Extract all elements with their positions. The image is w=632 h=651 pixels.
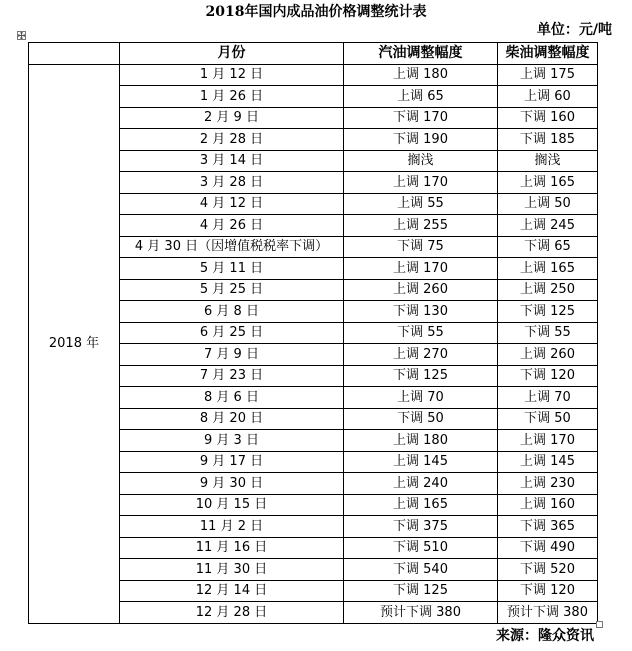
gasoline-cell: 上调 170: [344, 172, 498, 194]
gasoline-cell: 下调 125: [344, 580, 498, 602]
diesel-cell: 上调 250: [498, 279, 598, 301]
date-cell: 12 月 28 日: [120, 602, 344, 624]
date-cell: 9 月 30 日: [120, 473, 344, 495]
date-cell: 12 月 14 日: [120, 580, 344, 602]
date-cell: 6 月 8 日: [120, 301, 344, 323]
date-cell: 5 月 11 日: [120, 258, 344, 280]
diesel-cell: 下调 365: [498, 516, 598, 538]
diesel-cell: 下调 125: [498, 301, 598, 323]
header-gasoline: 汽油调整幅度: [344, 43, 498, 65]
diesel-cell: 上调 175: [498, 64, 598, 86]
diesel-cell: 下调 65: [498, 236, 598, 258]
gasoline-cell: 上调 270: [344, 344, 498, 366]
date-cell: 4 月 12 日: [120, 193, 344, 215]
diesel-cell: 下调 185: [498, 129, 598, 151]
date-cell: 8 月 20 日: [120, 408, 344, 430]
diesel-cell: 下调 120: [498, 365, 598, 387]
gasoline-cell: 下调 130: [344, 301, 498, 323]
date-cell: 9 月 3 日: [120, 430, 344, 452]
gasoline-cell: 下调 170: [344, 107, 498, 129]
gasoline-cell: 下调 125: [344, 365, 498, 387]
table-move-handle-icon[interactable]: [17, 31, 26, 40]
gasoline-cell: 下调 190: [344, 129, 498, 151]
document-title: 2018年国内成品油价格调整统计表: [205, 4, 427, 20]
gasoline-cell: 下调 55: [344, 322, 498, 344]
diesel-cell: 上调 50: [498, 193, 598, 215]
gasoline-cell: 上调 260: [344, 279, 498, 301]
gasoline-cell: 上调 165: [344, 494, 498, 516]
gasoline-cell: 上调 55: [344, 193, 498, 215]
diesel-cell: 上调 165: [498, 258, 598, 280]
diesel-cell: 搁浅: [498, 150, 598, 172]
four-arrows-icon: [18, 32, 25, 39]
date-cell: 7 月 9 日: [120, 344, 344, 366]
diesel-cell: 上调 170: [498, 430, 598, 452]
gasoline-cell: 上调 65: [344, 86, 498, 108]
diesel-cell: 预计下调 380: [498, 602, 598, 624]
date-cell: 2 月 28 日: [120, 129, 344, 151]
gasoline-cell: 上调 70: [344, 387, 498, 409]
date-cell: 3 月 28 日: [120, 172, 344, 194]
source-label: 来源：隆众资讯: [496, 628, 594, 644]
gasoline-cell: 搁浅: [344, 150, 498, 172]
table-header-row: [29, 43, 598, 65]
date-cell: 11 月 2 日: [120, 516, 344, 538]
diesel-cell: 下调 50: [498, 408, 598, 430]
date-cell: 9 月 17 日: [120, 451, 344, 473]
diesel-cell: 下调 160: [498, 107, 598, 129]
header-month: 月份: [120, 43, 344, 65]
date-cell: 1 月 26 日: [120, 86, 344, 108]
diesel-cell: 上调 145: [498, 451, 598, 473]
date-cell: 1 月 12 日: [120, 64, 344, 86]
gasoline-cell: 下调 375: [344, 516, 498, 538]
date-cell: 6 月 25 日: [120, 322, 344, 344]
date-cell: 4 月 26 日: [120, 215, 344, 237]
diesel-cell: 上调 245: [498, 215, 598, 237]
diesel-cell: 上调 60: [498, 86, 598, 108]
date-cell: 3 月 14 日: [120, 150, 344, 172]
date-cell: 7 月 23 日: [120, 365, 344, 387]
diesel-cell: 下调 520: [498, 559, 598, 581]
header-blank-cell: [29, 43, 120, 65]
gasoline-cell: 上调 170: [344, 258, 498, 280]
diesel-cell: 上调 230: [498, 473, 598, 495]
unit-label: 单位：元/吨: [536, 22, 612, 38]
price-adjustment-table: [28, 42, 598, 624]
diesel-cell: 上调 160: [498, 494, 598, 516]
diesel-cell: 下调 55: [498, 322, 598, 344]
date-cell: 5 月 25 日: [120, 279, 344, 301]
diesel-cell: 上调 70: [498, 387, 598, 409]
gasoline-cell: 下调 75: [344, 236, 498, 258]
gasoline-cell: 下调 540: [344, 559, 498, 581]
gasoline-cell: 上调 145: [344, 451, 498, 473]
diesel-cell: 上调 165: [498, 172, 598, 194]
header-diesel: 柴油调整幅度: [498, 43, 598, 65]
gasoline-cell: 预计下调 380: [344, 602, 498, 624]
gasoline-cell: 上调 180: [344, 64, 498, 86]
gasoline-cell: 下调 510: [344, 537, 498, 559]
table-row: [29, 64, 598, 86]
date-cell: 11 月 16 日: [120, 537, 344, 559]
gasoline-cell: 上调 240: [344, 473, 498, 495]
date-cell: 2 月 9 日: [120, 107, 344, 129]
table-resize-handle[interactable]: [596, 621, 603, 628]
diesel-cell: 上调 260: [498, 344, 598, 366]
date-cell: 11 月 30 日: [120, 559, 344, 581]
gasoline-cell: 上调 180: [344, 430, 498, 452]
diesel-cell: 下调 120: [498, 580, 598, 602]
gasoline-cell: 下调 50: [344, 408, 498, 430]
diesel-cell: 下调 490: [498, 537, 598, 559]
year-cell: 2018 年: [29, 64, 120, 623]
date-cell: 4 月 30 日（因增值税税率下调）: [120, 236, 344, 258]
gasoline-cell: 上调 255: [344, 215, 498, 237]
date-cell: 8 月 6 日: [120, 387, 344, 409]
date-cell: 10 月 15 日: [120, 494, 344, 516]
table-body: [29, 64, 598, 623]
